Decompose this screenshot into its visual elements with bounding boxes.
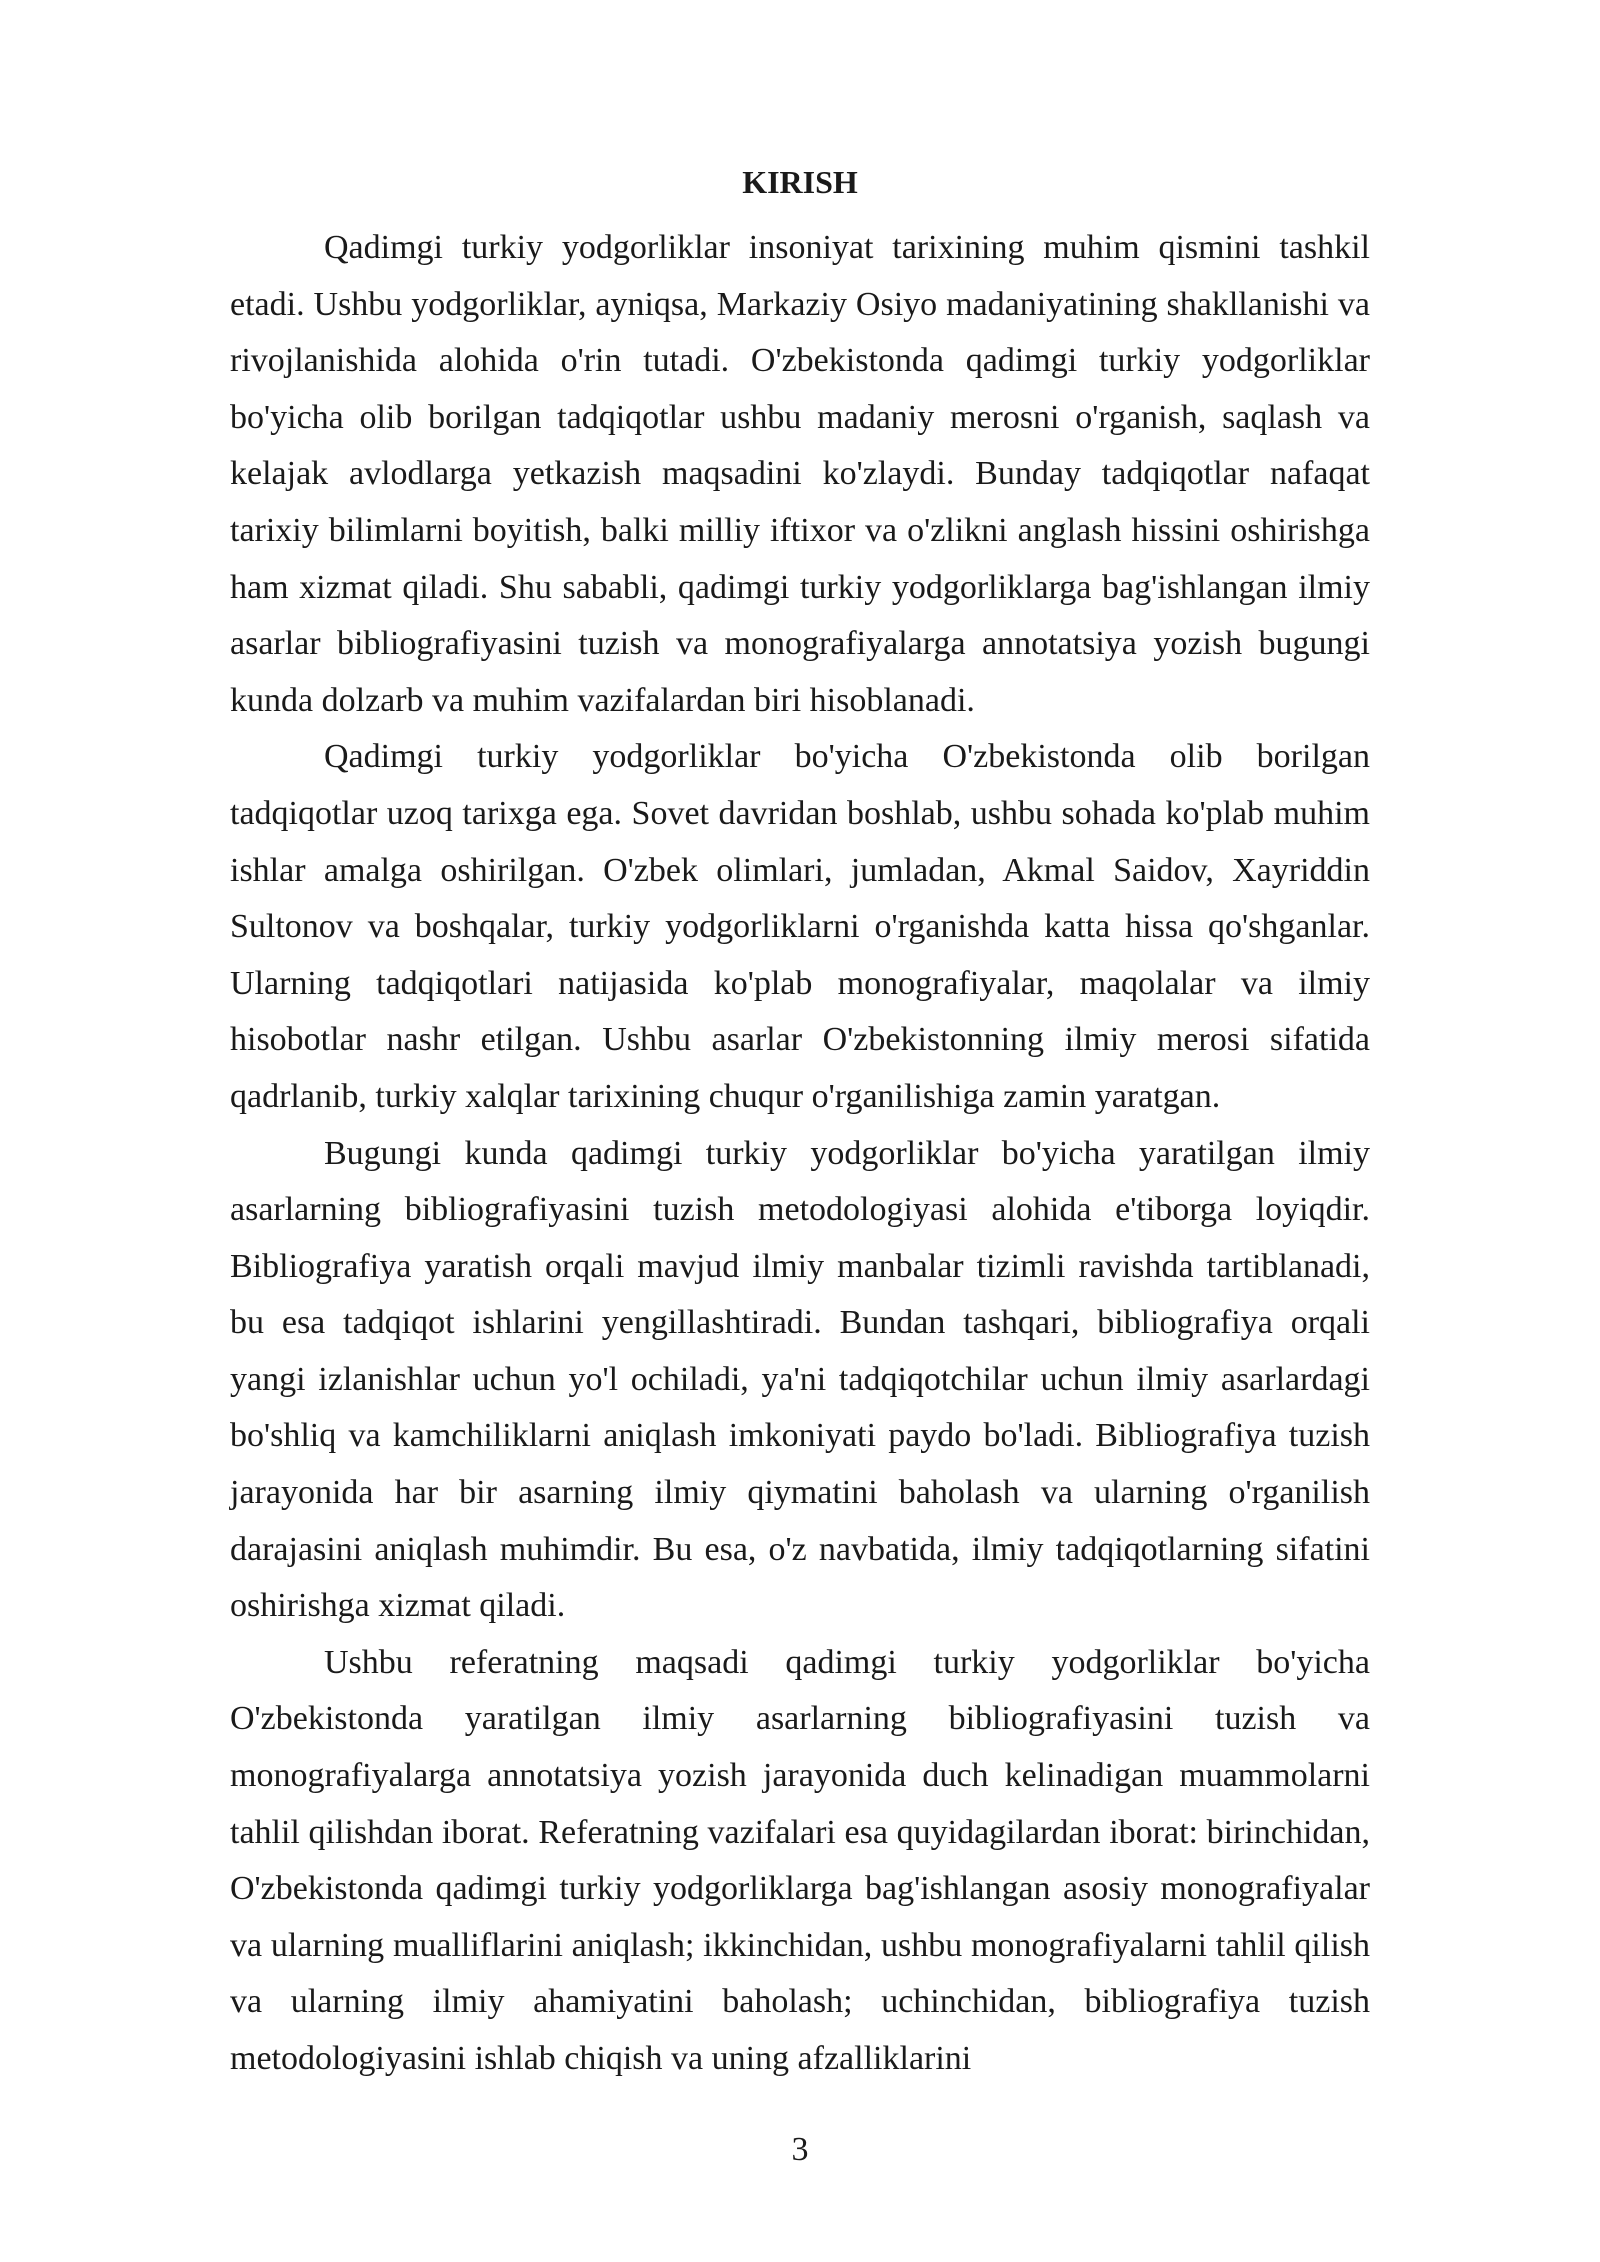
paragraph-3: Bugungi kunda qadimgi turkiy yodgorliklar bo'yicha yaratilgan ilmiy asarlarning bibliografiyasini tuzish metodologiyasi alohida e'tiborga loyiqdir. Bibliografiya yaratish orqali mavjud ilmiy manbalar tizimli ravishda tartiblanadi, bu esa tadqiqot ishlarini yengillashtiradi. Bundan tashqari, bibliografiya orqali yangi izlanishlar uchun yo'l ochiladi, ya'ni tadqiqotchilar uchun ilmiy asarlardagi bo'shliq va kamchiliklarni aniqlash imkoniyati paydo bo'ladi. Bibliografiya tuzish jarayonida har bir asarning ilmiy qiymatini baholash va ularning o'rganilish darajasini aniqlash muhimdir. Bu esa, o'z navbatida, ilmiy tadqiqotlarning sifatini oshirishga xizmat qiladi. [230, 1134, 1370, 1625]
section-title: KIRISH [742, 164, 858, 200]
paragraph-2: Qadimgi turkiy yodgorliklar bo'yicha O'zbekistonda olib borilgan tadqiqotlar uzoq tarixga ega. Sovet davridan boshlab, ushbu sohada ko'plab muhim ishlar amalga oshirilgan. O'zbek olimlari, jumladan, Akmal Saidov, Xayriddin Sultonov va boshqalar, turkiy yodgorliklarni o'rganishda katta hissa qo'shganlar. Ularning tadqiqotlari natijasida ko'plab monografiyalar, maqolalar va ilmiy hisobotlar nashr etilgan. Ushbu asarlar O'zbekistonning ilmiy merosi sifatida qadrlanib, turkiy xalqlar tarixining chuqur o'rganilishiga zamin yaratgan. [230, 738, 1370, 1115]
page-number: 3 [791, 2131, 809, 2168]
document-page [230, 162, 1370, 2088]
paragraph-4: Ushbu referatning maqsadi qadimgi turkiy yodgorliklar bo'yicha O'zbekistonda yaratilgan ilmiy asarlarning bibliografiyasini tuzish va monografiyalarga annotatsiya yozish jarayonida duch kelinadigan muammolarni tahlil qilishdan iborat. Referatning vazifalari esa quyidagilardan iborat: birinchidan, O'zbekistonda qadimgi turkiy yodgorliklarga bag'ishlangan asosiy monografiyalar va ularning mualliflarini aniqlash; ikkinchidan, ushbu monografiyalarni tahlil qilish va ularning ilmiy ahamiyatini baholash; uchinchidan, bibliografiya tuzish metodologiyasini ishlab chiqish va uning afzalliklarini [230, 1643, 1370, 2077]
paragraph-1: Qadimgi turkiy yodgorliklar insoniyat tarixining muhim qismini tashkil etadi. Ushbu yodgorliklar, ayniqsa, Markaziy Osiyo madaniyatining shakllanishi va rivojlanishida alohida o'rin tutadi. O'zbekistonda qadimgi turkiy yodgorliklar bo'yicha olib borilgan tadqiqotlar ushbu madaniy merosni o'rganish, saqlash va kelajak avlodlarga yetkazish maqsadini ko'zlaydi. Bunday tadqiqotlar nafaqat tarixiy bilimlarni boyitish, balki milliy iftixor va o'zlikni anglash hissini oshirishga ham xizmat qiladi. Shu sababli, qadimgi turkiy yodgorliklarga bag'ishlangan ilmiy asarlar bibliografiyasini tuzish va monografiyalarga annotatsiya yozish bugungi kunda dolzarb va muhim vazifalardan biri hisoblanadi. [230, 229, 1370, 719]
